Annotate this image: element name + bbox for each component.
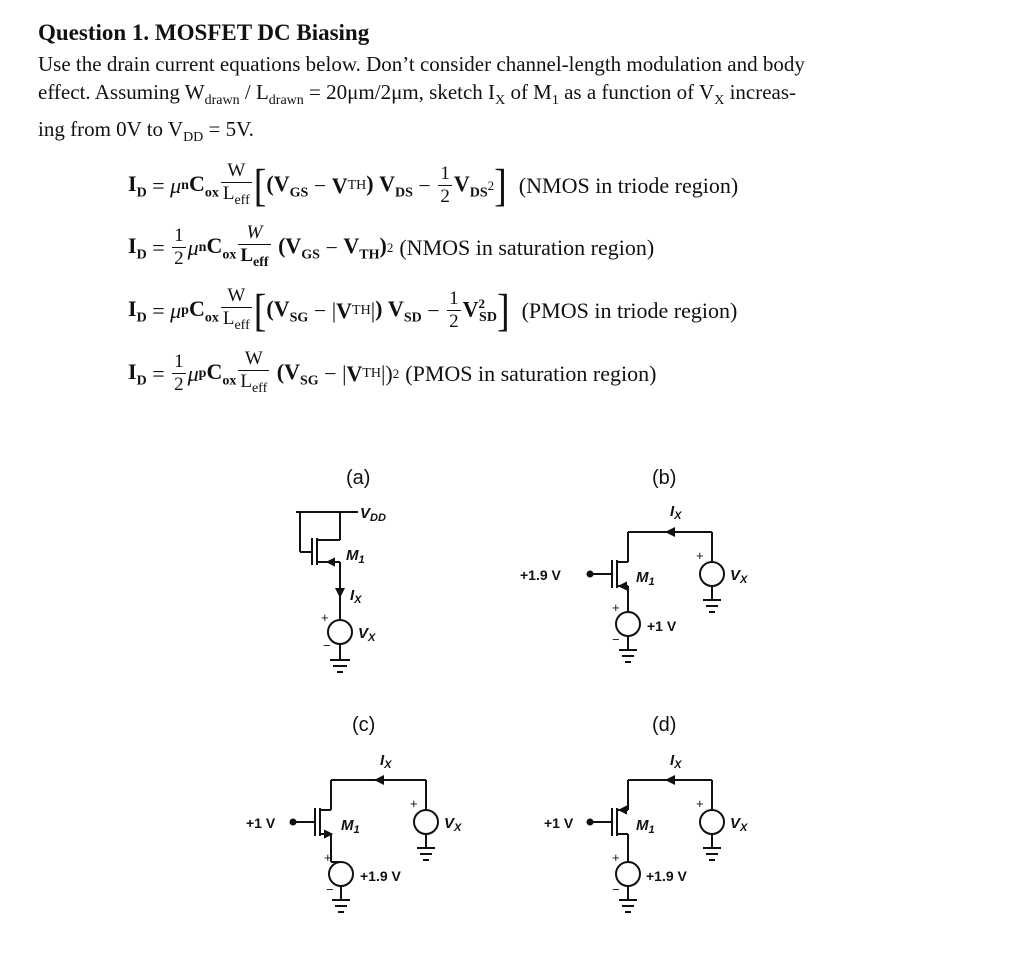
equation-pmos-triode: $I_D$ = μ p $C_{ox}$ $\frac{W}{L_{eff}}$ [ ($V_{SG}$ − | V TH | ) $V_{SD}$ − $\frac{1}{2}$ $V^2_{SD}$ ] (PMOS in triode region) [128,285,738,337]
question-line-1: Use the drain current equations below. Don’t consider channel-length modulation and body [38,52,805,76]
question-line-2: effect. Assuming $W_{drawn} / L_{drawn} = 20\mu m/2\mu m$, sketch $I_X$ of $M_1$ as a function of $V_X$ increas- [38,80,797,109]
plus-sign: + [321,610,329,625]
plus-sign: + [696,548,704,563]
m1-label: $M_1$ [346,547,365,566]
minus-sign: − [612,632,620,647]
vdd-label: $V_{DD}$ [360,505,386,524]
circuit-c-label: (c) [352,714,376,736]
ix-label: $I_X$ [350,587,362,606]
equation-nmos-saturation: $I_D$ = $\frac{1}{2}$ μ n $C_{ox}$ $\frac{W}{L_{eff}}$ ($V_{GS}$ − $V_{TH}$) 2 (NMOS in saturation region) [128,222,654,274]
gate-voltage-label: +1.9 V [520,567,561,583]
circuit-b-label: (b) [652,467,677,489]
circuit-a [296,467,386,672]
plus-sign: + [410,796,418,811]
plus-sign: + [696,796,704,811]
equation-note: (NMOS in saturation region) [399,234,655,260]
equation-note: (PMOS in saturation region) [405,360,657,386]
ix-label: $I_X$ [670,503,682,522]
ix-label: $I_X$ [380,752,392,771]
gate-voltage-label: +1 V [544,815,574,831]
minus-sign: − [326,882,334,897]
minus-sign: − [323,638,331,653]
equation-note: (PMOS in triode region) [521,297,738,323]
vx-label: $V_X$ [730,815,748,834]
equation-note: (NMOS in triode region) [518,172,739,198]
source-voltage-label: +1 V [647,618,677,634]
circuit-d [544,714,748,912]
question-line-3: ing from 0V to $V_{DD} = 5V$. [38,117,254,146]
source-voltage-label: +1.9 V [646,868,687,884]
vx-label: $V_X$ [358,625,376,644]
minus-sign: − [612,882,620,897]
source-voltage-label: +1.9 V [360,868,401,884]
vx-label: $V_X$ [444,815,462,834]
m1-label: $M_1$ [636,817,655,836]
m1-label: $M_1$ [341,817,360,836]
plus-sign: + [612,600,620,615]
m1-label: $M_1$ [636,569,655,588]
equation-pmos-saturation: $I_D$ = $\frac{1}{2}$ μ p $C_{ox}$ $\frac{W}{L_{eff}}$ ($V_{SG}$ − | V TH |) 2 (PMOS in saturation region) [128,348,656,400]
plus-sign: + [612,850,620,865]
gate-voltage-label: +1 V [246,815,276,831]
ix-label: $I_X$ [670,752,682,771]
equation-nmos-triode: $I_D$ = μ n $C_{ox}$ $\frac{W}{L_{eff}}$ [ ($V_{GS}$ − V TH ) $V_{DS}$ − $\frac{1}{2}$ $V_{DS}$ 2 ] (NMOS in triode region) [128,160,739,212]
circuit-d-label: (d) [652,714,677,736]
vx-label: $V_X$ [730,567,748,586]
circuit-a-label: (a) [346,467,371,489]
circuit-c [246,714,462,912]
circuit-b [520,467,748,662]
question-title: Question 1. MOSFET DC Biasing [38,20,370,45]
plus-sign: + [324,850,332,865]
